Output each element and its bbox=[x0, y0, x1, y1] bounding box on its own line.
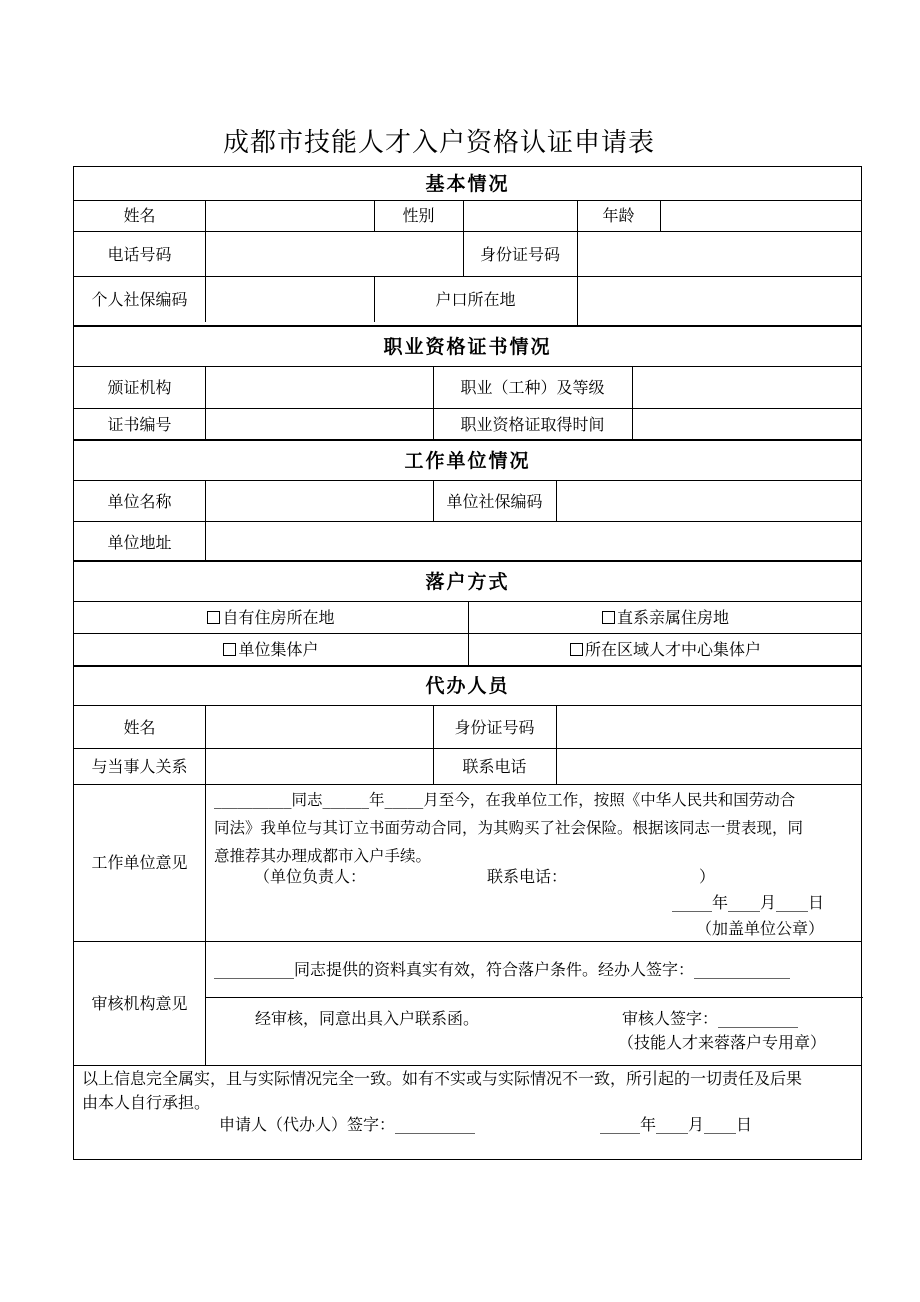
label-unit-social: 单位社保编码 bbox=[446, 492, 543, 511]
unit-opinion-text bbox=[214, 786, 803, 870]
review-seal: （技能人才来蓉落户专用章） bbox=[618, 1033, 827, 1052]
checkbox[interactable] bbox=[223, 643, 236, 656]
option-label: 直系亲属住房地 bbox=[616, 608, 729, 627]
row-line bbox=[74, 366, 861, 367]
col-line bbox=[556, 705, 557, 784]
row-line bbox=[74, 941, 861, 942]
label-review-opinion: 审核机构意见 bbox=[91, 994, 188, 1013]
option-talent-center[interactable] bbox=[468, 640, 863, 660]
row-line bbox=[74, 200, 861, 201]
label-name: 姓名 bbox=[123, 206, 156, 225]
form-title: 成都市技能人才入户资格认证申请表 bbox=[222, 128, 655, 158]
option-label: 单位集体户 bbox=[238, 640, 319, 659]
col-line bbox=[556, 480, 557, 521]
label-issuer: 颁证机构 bbox=[107, 378, 172, 397]
applicant-signature: 申请人（代办人）签字：__________ bbox=[219, 1115, 476, 1134]
label-phone: 电话号码 bbox=[107, 245, 172, 264]
unit-responsible: （单位负责人： bbox=[254, 867, 367, 886]
label-agent-id: 身份证号码 bbox=[454, 718, 535, 737]
unit-date: _____年____月____日 bbox=[672, 893, 825, 912]
checkbox[interactable] bbox=[207, 611, 220, 624]
opinion-line: __________同志______年_____月至今，在我单位工作，按照《中华人民共和国劳动合 bbox=[214, 791, 796, 809]
option-own-house[interactable] bbox=[74, 608, 468, 628]
row-line bbox=[74, 231, 861, 232]
review-line1: __________同志提供的资料真实有效，符合落户条件。经办人签字：____________ bbox=[214, 960, 791, 979]
label-unit-name: 单位名称 bbox=[107, 492, 172, 511]
col-line bbox=[660, 200, 661, 231]
opinion-line: 同法》我单位与其订立书面劳动合同，为其购买了社会保险。根据该同志一贯表现，同 bbox=[214, 819, 804, 837]
row-line bbox=[74, 480, 861, 481]
col-line bbox=[632, 366, 633, 439]
application-form bbox=[73, 166, 862, 1160]
option-label: 所在区域人才中心集体户 bbox=[584, 640, 761, 659]
label-agent-name: 姓名 bbox=[123, 718, 156, 737]
col-line bbox=[205, 366, 206, 439]
label-occupation: 职业（工种）及等级 bbox=[460, 378, 605, 397]
label-social-number: 个人社保编码 bbox=[91, 290, 188, 309]
review-line2: 经审核，同意出具入户联系函。 bbox=[255, 1009, 480, 1028]
row-line bbox=[74, 748, 861, 749]
row-line bbox=[205, 997, 863, 998]
unit-seal: （加盖单位公章） bbox=[696, 919, 825, 938]
section-line bbox=[74, 560, 861, 562]
label-cert-number: 证书编号 bbox=[107, 415, 172, 434]
col-line bbox=[205, 705, 206, 784]
section-header-work: 工作单位情况 bbox=[404, 450, 531, 472]
option-label: 自有住房所在地 bbox=[222, 608, 335, 627]
section-header-basic: 基本情况 bbox=[425, 173, 510, 195]
unit-close-paren: ） bbox=[699, 867, 716, 886]
section-line bbox=[74, 665, 861, 667]
label-relation: 与当事人关系 bbox=[91, 757, 188, 776]
section-header-agent: 代办人员 bbox=[425, 675, 510, 697]
opinion-line: 意推荐其办理成都市入户手续。 bbox=[214, 847, 432, 865]
row-line bbox=[74, 408, 861, 409]
checkbox[interactable] bbox=[570, 643, 583, 656]
row-line bbox=[74, 705, 861, 706]
col-line bbox=[205, 200, 206, 322]
label-age: 年龄 bbox=[602, 206, 635, 225]
label-unit-opinion: 工作单位意见 bbox=[91, 853, 188, 872]
declaration-date: _____年____月____日 bbox=[600, 1115, 753, 1134]
col-line bbox=[205, 480, 206, 560]
label-id-number: 身份证号码 bbox=[479, 245, 560, 264]
declaration-line1: 以上信息完全属实，且与实际情况完全一致。如有不实或与实际情况不一致，所引起的一切责任及后果 bbox=[82, 1069, 803, 1088]
checkbox[interactable] bbox=[602, 611, 615, 624]
label-obtain-time: 职业资格证取得时间 bbox=[460, 415, 605, 434]
option-relative-house[interactable] bbox=[468, 608, 863, 628]
label-unit-address: 单位地址 bbox=[107, 533, 172, 552]
section-line bbox=[74, 439, 861, 441]
row-line bbox=[74, 276, 861, 277]
label-hukou: 户口所在地 bbox=[435, 290, 516, 309]
review-signature: 审核人签字：__________ bbox=[622, 1009, 799, 1028]
declaration-line2: 由本人自行承担。 bbox=[82, 1093, 211, 1112]
option-unit-collective[interactable] bbox=[74, 640, 468, 660]
row-line bbox=[74, 521, 861, 522]
section-header-settle: 落户方式 bbox=[425, 571, 510, 593]
row-line bbox=[74, 1065, 861, 1066]
label-agent-phone: 联系电话 bbox=[462, 757, 527, 776]
label-gender: 性别 bbox=[402, 206, 435, 225]
col-line bbox=[205, 784, 206, 1065]
row-line bbox=[74, 784, 861, 785]
section-line bbox=[74, 325, 861, 327]
unit-contact: 联系电话： bbox=[487, 867, 568, 886]
section-header-cert: 职业资格证书情况 bbox=[383, 336, 552, 358]
